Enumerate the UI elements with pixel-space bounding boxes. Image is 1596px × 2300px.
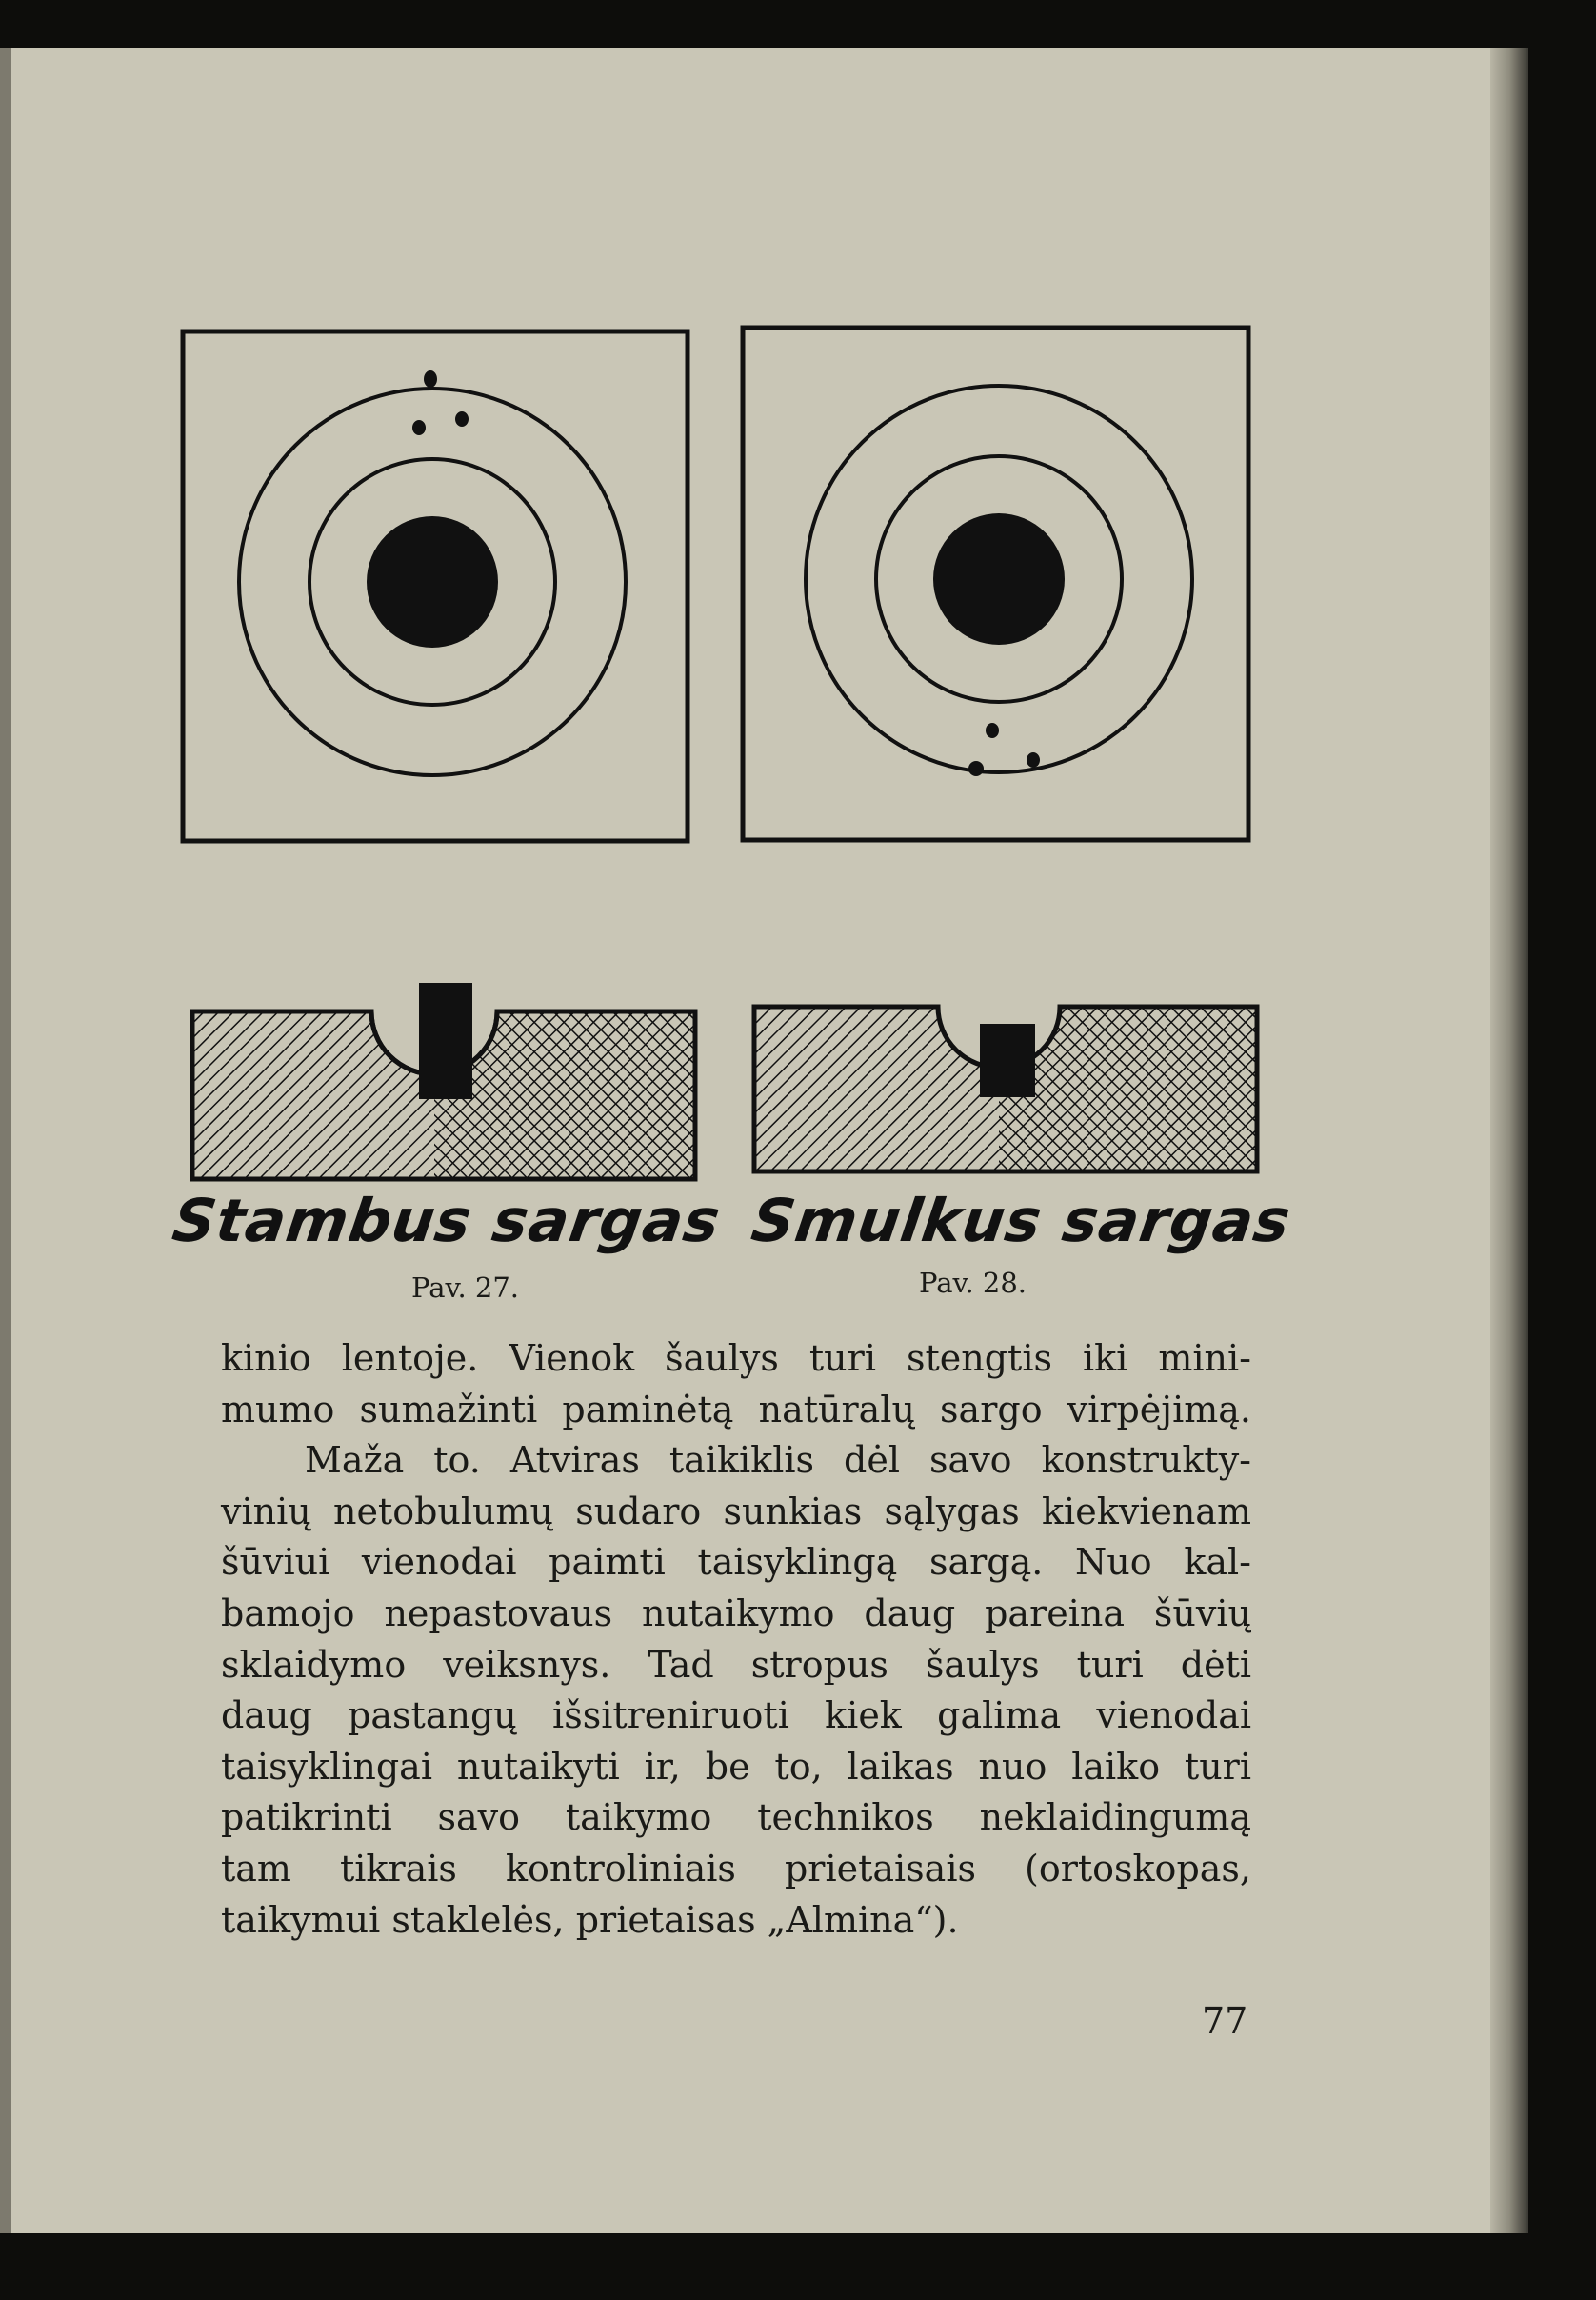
text-line: patikrinti savo taikymo technikos neklaidingumą — [221, 1796, 1251, 1839]
text-line: vinių netobulumų sudaro sunkias sąlygas kiekvienam — [221, 1490, 1251, 1532]
text-line: sklaidymo veiksnys. Tad stropus šaulys turi dėti — [221, 1643, 1251, 1686]
text-line: šūviui vienodai paimti taisyklingą sargą. Nuo kal- — [221, 1541, 1251, 1584]
text-line: daug pastangų išsitreniruoti kiek galima vienodai — [221, 1694, 1251, 1737]
page-number: 77 — [1202, 2000, 1248, 2042]
shot-holes — [412, 370, 469, 435]
sight-diagram-coarse — [192, 983, 695, 1179]
target-figure-27 — [183, 331, 688, 841]
figure-label: Pav. 28. — [919, 1267, 1027, 1299]
text-line: taikymui staklelės, prietaisas „Almina“). — [221, 1898, 959, 1941]
text-line: kinio lentoje. Vienok šaulys turi stengtis iki mini- — [221, 1337, 1251, 1379]
figure-label: Pav. 27. — [411, 1271, 519, 1304]
target-figure-28 — [743, 328, 1248, 840]
figure-caption: Smulkus sargas — [747, 1186, 1296, 1255]
text-line: tam tikrais kontroliniais prietaisais (ortoskopas, — [221, 1847, 1251, 1890]
text-line: bamojo nepastovaus nutaikymo daug pareina šūvių — [221, 1591, 1251, 1634]
sight-diagram-fine — [754, 1007, 1257, 1171]
text-line: mumo sumažinti paminėtą natūralų sargo virpėjimą. — [221, 1388, 1251, 1430]
body-text — [221, 1333, 1251, 1946]
figure-caption: Stambus sargas — [168, 1186, 726, 1255]
text-line: Maža to. Atviras taikiklis dėl savo konstrukty- — [305, 1439, 1251, 1482]
text-line: taisyklingai nutaikyti ir, be to, laikas nuo laiko turi — [221, 1745, 1251, 1788]
